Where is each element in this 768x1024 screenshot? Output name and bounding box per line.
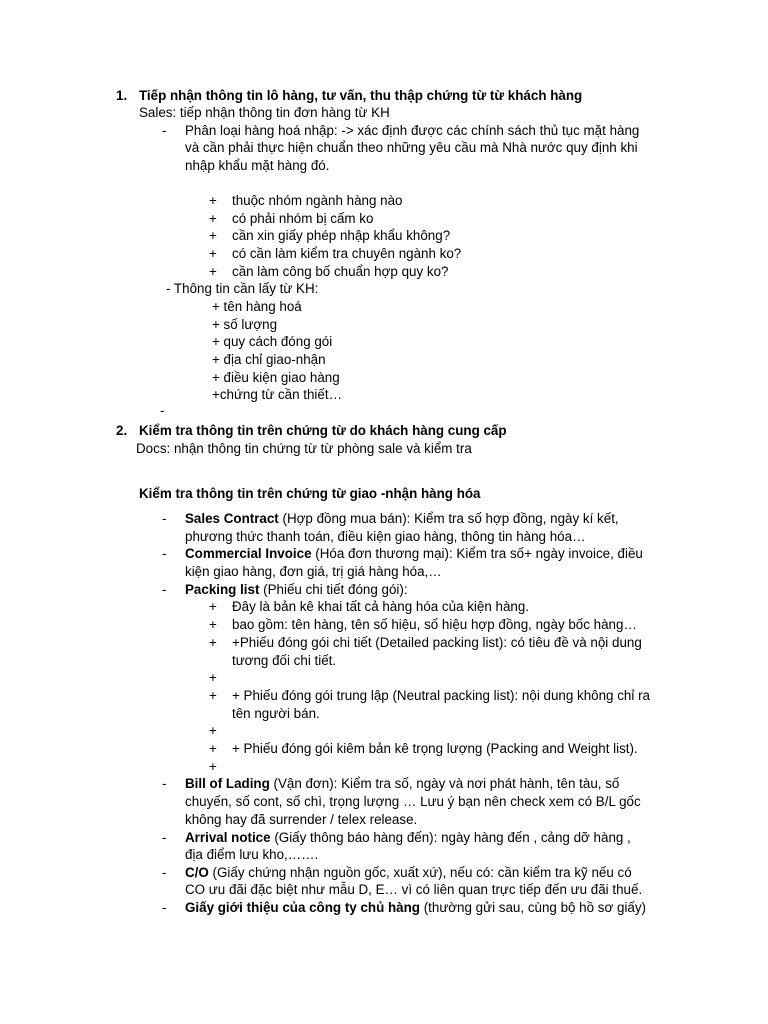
- check-mark: +: [209, 211, 217, 226]
- doc-desc: (Phiếu chi tiết đóng gói):: [259, 582, 408, 597]
- stray-dash: -: [160, 403, 165, 418]
- check-item: có phải nhóm bị cấm ko: [232, 211, 374, 226]
- info-item: +chứng từ cần thiết…: [212, 387, 342, 402]
- sub-mark: +: [209, 723, 217, 738]
- sales-contract-entry: [185, 510, 619, 528]
- doc-cont: CO ưu đãi đặc biệt như mẫu D, E… vì có liên quan trực tiếp đến ưu đãi thuế.: [185, 882, 643, 897]
- doc-dash: -: [162, 511, 167, 526]
- doc-title: Bill of Lading: [185, 776, 270, 791]
- doc-title: Packing list: [185, 582, 260, 597]
- doc-title: Giấy giới thiệu của công ty chủ hàng: [185, 900, 420, 915]
- sub-item: Đây là bản kê khai tất cả hàng hóa của kiện hàng.: [232, 599, 530, 614]
- doc-cont: phương thức thanh toán, điều kiện giao hàng, thông tin hàng hóa…: [185, 529, 586, 544]
- sub-item: + Phiếu đóng gói trung lập (Neutral packing list): nội dung không chỉ ra: [232, 688, 650, 703]
- doc-desc: (thường gửi sau, cùng bộ hồ sơ giấy): [419, 900, 647, 915]
- check-mark: +: [209, 246, 217, 261]
- sub-item: tương đối chi tiết.: [232, 653, 337, 668]
- info-item: + số lượng: [212, 317, 278, 332]
- doc-title: C/O: [185, 865, 209, 880]
- packing-list-entry: [185, 581, 408, 599]
- doc-dash: -: [162, 830, 167, 845]
- doc-title: Arrival notice: [185, 830, 271, 845]
- doc-desc: (Vận đơn): Kiểm tra số, ngày và nơi phát hành, tên tàu, số: [269, 776, 620, 791]
- intro-letter-entry: [185, 899, 646, 917]
- check-item: cần làm công bố chuẩn hợp quy ko?: [232, 264, 449, 279]
- sub-mark: +: [209, 599, 217, 614]
- bill-of-lading-entry: [185, 775, 619, 793]
- sub-mark: +: [209, 670, 217, 685]
- docs-line: Docs: nhận thông tin chứng từ từ phòng sale và kiểm tra: [136, 441, 472, 456]
- section-1-heading: Tiếp nhận thông tin lô hàng, tư vấn, thu thập chứng từ từ khách hàng: [139, 88, 583, 103]
- sub-item: +Phiếu đóng gói chi tiết (Detailed packing list): có tiêu đề và nội dung: [232, 635, 642, 650]
- sub-item: bao gồm: tên hàng, tên số hiệu, số hiệu hợp đồng, ngày bốc hàng…: [232, 617, 637, 632]
- classify-line: Phân loại hàng hoá nhập: -> xác định được các chính sách thủ tục mặt hàng: [185, 123, 640, 138]
- section-3-heading: Kiểm tra thông tin trên chứng từ giao -nhận hàng hóa: [139, 486, 481, 501]
- classify-line: và cần phải thực hiện chuẩn theo những yêu cầu mà Nhà nước quy định khi: [185, 140, 638, 155]
- co-entry: [185, 864, 632, 882]
- doc-cont: địa điểm lưu kho,…….: [185, 847, 319, 862]
- doc-dash: -: [162, 776, 167, 791]
- arrival-notice-entry: [185, 829, 631, 847]
- sub-mark: +: [209, 688, 217, 703]
- doc-dash: -: [162, 900, 167, 915]
- info-heading: - Thông tin cần lấy từ KH:: [166, 281, 319, 296]
- doc-dash: -: [162, 546, 167, 561]
- doc-dash: -: [162, 865, 167, 880]
- doc-title: Commercial Invoice: [185, 546, 312, 561]
- doc-desc: (Hợp đồng mua bán): Kiểm tra số hợp đồng, ngày kí kết,: [278, 511, 619, 526]
- doc-desc: (Giấy chứng nhận nguồn gốc, xuất xứ), nếu có: cần kiểm tra kỹ nếu có: [208, 865, 632, 880]
- classify-dash: -: [162, 123, 167, 138]
- section-2-number: 2.: [116, 423, 128, 438]
- doc-cont: không hay đã surrender / telex release.: [185, 812, 418, 827]
- info-item: + tên hàng hoá: [212, 299, 302, 314]
- sub-mark: +: [209, 759, 217, 774]
- sub-item: tên người bán.: [232, 706, 320, 721]
- sub-mark: +: [209, 617, 217, 632]
- doc-dash: -: [162, 582, 167, 597]
- sales-line: Sales: tiếp nhận thông tin đơn hàng từ KH: [139, 105, 390, 120]
- section-1-number: 1.: [116, 88, 128, 103]
- check-mark: +: [209, 228, 217, 243]
- doc-desc: (Giấy thông báo hàng đến): ngày hàng đến , cảng dỡ hàng ,: [270, 830, 631, 845]
- doc-title: Sales Contract: [185, 511, 279, 526]
- doc-cont: chuyến, số cont, số chì, trọng lượng … Lưu ý bạn nên check xem có B/L gốc: [185, 794, 641, 809]
- classify-line: nhập khẩu mặt hàng đó.: [185, 158, 330, 173]
- commercial-invoice-entry: [185, 545, 643, 563]
- check-item: thuộc nhóm ngành hàng nào: [232, 193, 403, 208]
- check-item: có cần làm kiểm tra chuyên ngành ko?: [232, 246, 462, 261]
- info-item: + quy cách đóng gói: [212, 334, 333, 349]
- sub-mark: +: [209, 741, 217, 756]
- info-item: + điều kiện giao hàng: [212, 370, 340, 385]
- check-mark: +: [209, 264, 217, 279]
- info-item: + địa chỉ giao-nhận: [212, 352, 326, 367]
- section-2-heading: Kiểm tra thông tin trên chứng từ do khách hàng cung cấp: [139, 423, 507, 438]
- check-item: cần xin giấy phép nhập khẩu không?: [232, 228, 451, 243]
- sub-mark: +: [209, 635, 217, 650]
- doc-desc: (Hóa đơn thương mại): Kiểm tra số+ ngày invoice, điều: [311, 546, 643, 561]
- check-mark: +: [209, 193, 217, 208]
- sub-item: + Phiếu đóng gói kiêm bản kê trọng lượng (Packing and Weight list).: [232, 741, 638, 756]
- doc-cont: kiện giao hàng, đơn giá, trị giá hàng hóa,…: [185, 564, 442, 579]
